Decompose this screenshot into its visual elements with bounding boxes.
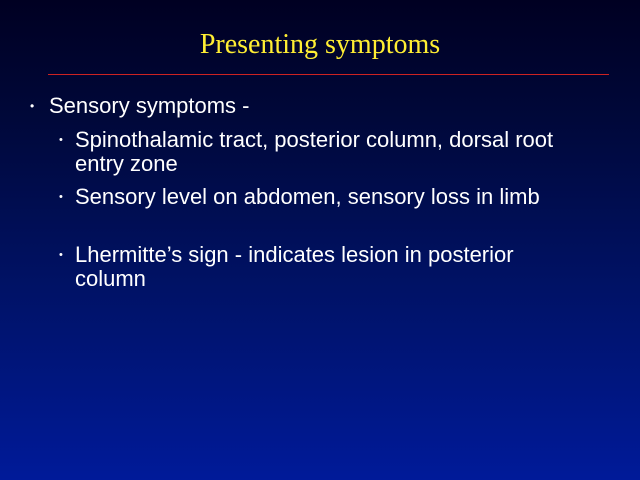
bullet-text: Lhermitte’s sign - indicates lesion in posterior column xyxy=(75,242,514,291)
bullet-dot-icon: • xyxy=(59,191,63,203)
bullet-dot-icon: • xyxy=(59,249,63,261)
bullet-dot-icon: • xyxy=(59,134,63,146)
bullet-text: Sensory level on abdomen, sensory loss in limb xyxy=(75,184,540,209)
bullet-dot-icon: • xyxy=(30,99,35,113)
bullet-text: Spinothalamic tract, posterior column, dorsal root entry zone xyxy=(75,127,554,176)
bullet-text: Sensory symptoms - xyxy=(49,93,250,118)
title-divider xyxy=(48,74,609,75)
slide-title: Presenting symptoms xyxy=(199,29,441,60)
